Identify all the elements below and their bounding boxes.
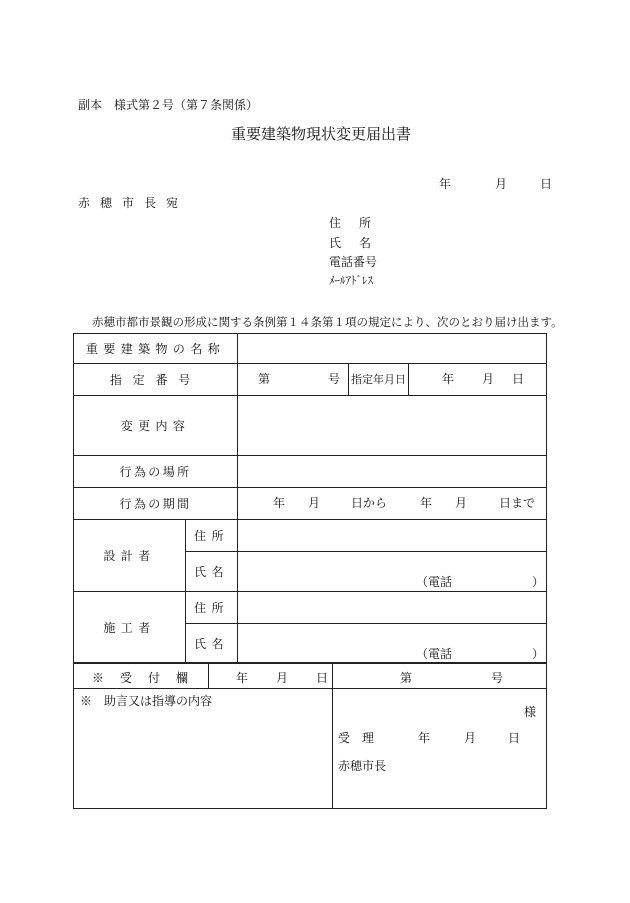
row-designer-address (74, 520, 547, 552)
designation-number-field[interactable] (238, 364, 349, 396)
row-change-content (74, 396, 547, 456)
period-from-month: 月 (308, 496, 321, 510)
row-builder-address (74, 592, 547, 624)
juri-label: 受理 (338, 731, 387, 745)
mayor-label: 赤穂市長 (338, 759, 387, 773)
advice-cell[interactable] (74, 688, 333, 808)
date-year-label: 年 (439, 177, 452, 191)
advice-label: ※ 助言又は指導の内容 (80, 694, 213, 708)
period-label: 行為の期間 (74, 488, 238, 520)
row-place (74, 456, 547, 488)
place-field[interactable] (238, 456, 547, 488)
applicant-email-label: ﾒｰﾙｱﾄﾞﾚｽ (329, 274, 373, 287)
builder-address-label: 住所 (186, 592, 238, 624)
applicant-name-label: 氏名 (329, 236, 390, 250)
row-period (74, 488, 547, 520)
acceptance-cell[interactable] (332, 688, 546, 808)
reception-label-cell (74, 664, 209, 688)
reception-date-day: 日 (316, 671, 329, 685)
date-day-label: 日 (540, 177, 553, 191)
designation-dai: 第 (258, 372, 271, 386)
page-title: 重要建築物現状変更届出書 (231, 125, 412, 143)
applicant-phone-label: 電話番号 (329, 255, 378, 269)
applicant-address-label: 住所 (329, 216, 390, 230)
builder-phone-close: ） (532, 647, 545, 661)
designation-date-month: 月 (482, 372, 495, 386)
building-name-label: 重要建築物の名称 (74, 334, 238, 364)
designer-phone-label: （電話 (416, 575, 453, 589)
period-from-year: 年 (273, 496, 286, 510)
reception-label: ※受付欄 (92, 671, 205, 685)
period-to-month: 月 (455, 496, 468, 510)
designation-go: 号 (328, 372, 341, 386)
row-designation (74, 364, 547, 396)
period-to-year: 年 (420, 496, 433, 510)
designation-date-field[interactable] (409, 364, 547, 396)
reception-header-row (74, 664, 546, 689)
designer-address-label: 住所 (186, 520, 238, 552)
change-content-label: 変更内容 (74, 396, 238, 456)
period-from-day: 日から (351, 496, 388, 510)
intro-text: 赤穂市都市景観の形成に関する条例第１４条第１項の規定により、次のとおり届け出ます。 (92, 315, 563, 329)
designation-date-year: 年 (442, 372, 455, 386)
reception-date-cell[interactable] (208, 664, 333, 688)
designation-date-label: 指定年月日 (349, 364, 409, 396)
period-field[interactable] (238, 488, 547, 520)
designer-address-field[interactable] (238, 520, 547, 552)
designer-name-label: 氏名 (186, 552, 238, 592)
juri-date-day: 日 (508, 731, 521, 745)
reception-date-year: 年 (236, 671, 249, 685)
builder-label: 施工者 (74, 592, 186, 664)
building-name-field[interactable] (238, 334, 547, 364)
designation-date-day: 日 (512, 372, 525, 386)
reception-go: 号 (491, 671, 504, 685)
row-building-name (74, 334, 547, 364)
designation-number-label: 指定番号 (74, 364, 238, 396)
designer-phone-close: ） (532, 575, 545, 589)
notification-form-table (73, 333, 547, 664)
builder-name-label: 氏名 (186, 624, 238, 664)
reception-number-cell[interactable] (332, 664, 546, 688)
reception-date-month: 月 (276, 671, 289, 685)
designer-label: 設計者 (74, 520, 186, 592)
reception-block (73, 662, 547, 809)
builder-name-field[interactable] (238, 624, 547, 664)
date-month-label: 月 (495, 177, 508, 191)
place-label: 行為の場所 (74, 456, 238, 488)
period-to-day: 日まで (499, 496, 536, 510)
addressee: 赤穂市長宛 (78, 196, 189, 210)
juri-date-month: 月 (464, 731, 477, 745)
form-code: 副本 様式第２号（第７条関係） (78, 98, 259, 112)
builder-phone-label: （電話 (416, 647, 453, 661)
builder-address-field[interactable] (238, 592, 547, 624)
change-content-field[interactable] (238, 396, 547, 456)
sama-label: 様 (524, 705, 537, 719)
reception-dai: 第 (400, 671, 413, 685)
designer-name-field[interactable] (238, 552, 547, 592)
juri-date-year: 年 (418, 731, 431, 745)
